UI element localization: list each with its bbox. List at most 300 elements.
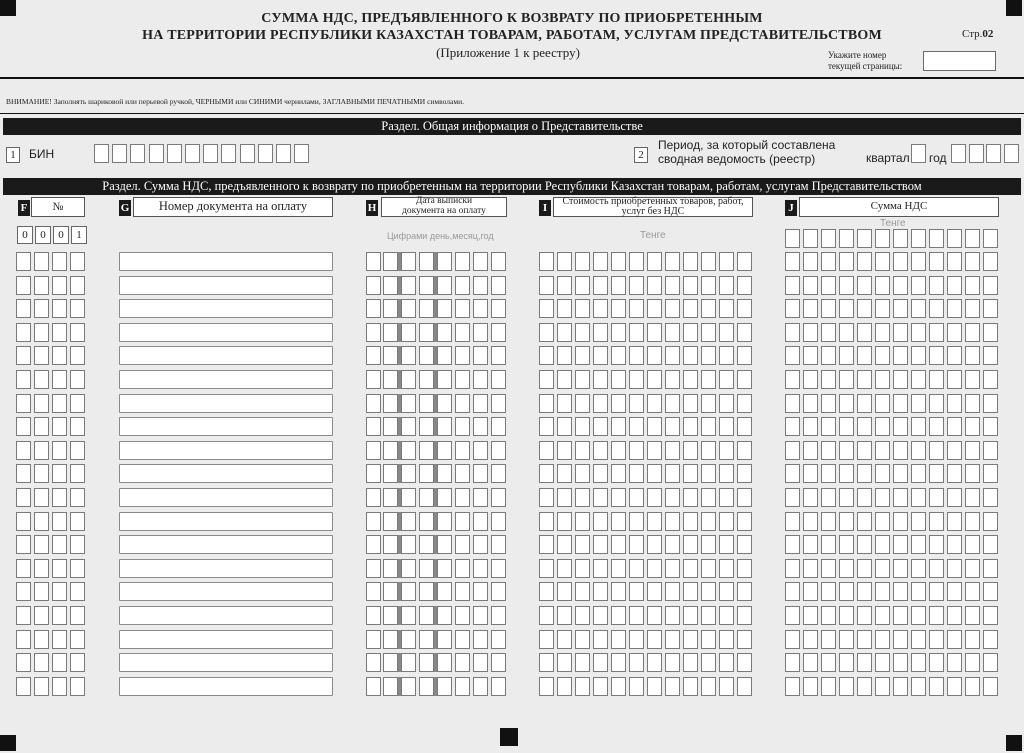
vat-digit-cell[interactable] bbox=[965, 630, 980, 649]
vat-digit-cell[interactable] bbox=[929, 677, 944, 696]
cost-digit-cell[interactable] bbox=[737, 677, 752, 696]
vat-digit-cell[interactable] bbox=[893, 512, 908, 531]
vat-digit-cell[interactable] bbox=[911, 370, 926, 389]
cost-digit-cell[interactable] bbox=[557, 559, 572, 578]
date-digit-cell[interactable] bbox=[473, 370, 488, 389]
cost-digit-cell[interactable] bbox=[539, 394, 554, 413]
cost-digit-cell[interactable] bbox=[665, 394, 680, 413]
cost-digit-cell[interactable] bbox=[665, 606, 680, 625]
row-number-cell[interactable] bbox=[16, 299, 31, 318]
cost-digit-cell[interactable] bbox=[737, 252, 752, 271]
date-digit-cell[interactable] bbox=[419, 276, 434, 295]
date-digit-cell[interactable] bbox=[366, 677, 381, 696]
cost-digit-cell[interactable] bbox=[629, 535, 644, 554]
vat-digit-cell[interactable] bbox=[929, 252, 944, 271]
cost-digit-cell[interactable] bbox=[629, 677, 644, 696]
cost-digit-cell[interactable] bbox=[539, 441, 554, 460]
vat-digit-cell[interactable] bbox=[821, 346, 836, 365]
cost-digit-cell[interactable] bbox=[701, 535, 716, 554]
vat-digit-cell[interactable] bbox=[983, 582, 998, 601]
date-digit-cell[interactable] bbox=[383, 653, 398, 672]
vat-digit-cell[interactable] bbox=[947, 394, 962, 413]
vat-digit-cell[interactable] bbox=[857, 394, 872, 413]
row-number-cell[interactable] bbox=[70, 370, 85, 389]
cost-digit-cell[interactable] bbox=[611, 653, 626, 672]
date-digit-cell[interactable] bbox=[383, 276, 398, 295]
cost-digit-cell[interactable] bbox=[629, 630, 644, 649]
cost-digit-cell[interactable] bbox=[539, 488, 554, 507]
vat-digit-cell[interactable] bbox=[929, 488, 944, 507]
cost-digit-cell[interactable] bbox=[665, 441, 680, 460]
year-digit-cell[interactable] bbox=[969, 144, 984, 163]
date-digit-cell[interactable] bbox=[437, 252, 452, 271]
cost-digit-cell[interactable] bbox=[557, 394, 572, 413]
date-digit-cell[interactable] bbox=[455, 323, 470, 342]
vat-digit-cell[interactable] bbox=[875, 677, 890, 696]
vat-digit-cell[interactable] bbox=[839, 252, 854, 271]
cost-digit-cell[interactable] bbox=[647, 677, 662, 696]
vat-digit-cell[interactable] bbox=[965, 299, 980, 318]
document-number-field[interactable] bbox=[119, 606, 333, 625]
cost-digit-cell[interactable] bbox=[629, 370, 644, 389]
vat-digit-cell[interactable] bbox=[893, 346, 908, 365]
document-number-field[interactable] bbox=[119, 370, 333, 389]
document-number-field[interactable] bbox=[119, 464, 333, 483]
row-number-cell[interactable] bbox=[34, 535, 49, 554]
cost-digit-cell[interactable] bbox=[593, 606, 608, 625]
date-digit-cell[interactable] bbox=[437, 559, 452, 578]
cost-digit-cell[interactable] bbox=[593, 653, 608, 672]
vat-digit-cell[interactable] bbox=[929, 276, 944, 295]
cost-digit-cell[interactable] bbox=[665, 677, 680, 696]
vat-digit-cell[interactable] bbox=[965, 606, 980, 625]
cost-digit-cell[interactable] bbox=[719, 323, 734, 342]
vat-digit-cell[interactable] bbox=[803, 276, 818, 295]
vat-digit-cell[interactable] bbox=[785, 535, 800, 554]
vat-digit-cell[interactable] bbox=[911, 464, 926, 483]
date-digit-cell[interactable] bbox=[437, 323, 452, 342]
row-number-cell[interactable] bbox=[70, 417, 85, 436]
vat-digit-cell[interactable] bbox=[857, 346, 872, 365]
row-number-cell[interactable] bbox=[34, 394, 49, 413]
cost-digit-cell[interactable] bbox=[539, 630, 554, 649]
cost-digit-cell[interactable] bbox=[575, 299, 590, 318]
year-digit-cell[interactable] bbox=[951, 144, 966, 163]
date-digit-cell[interactable] bbox=[491, 512, 506, 531]
vat-digit-cell[interactable] bbox=[857, 653, 872, 672]
cost-digit-cell[interactable] bbox=[575, 323, 590, 342]
date-digit-cell[interactable] bbox=[455, 299, 470, 318]
date-digit-cell[interactable] bbox=[437, 276, 452, 295]
vat-digit-cell[interactable] bbox=[857, 464, 872, 483]
cost-digit-cell[interactable] bbox=[683, 323, 698, 342]
row-number-cell[interactable] bbox=[52, 394, 67, 413]
vat-digit-cell[interactable] bbox=[929, 299, 944, 318]
cost-digit-cell[interactable] bbox=[719, 417, 734, 436]
cost-digit-cell[interactable] bbox=[719, 276, 734, 295]
vat-digit-cell[interactable] bbox=[821, 630, 836, 649]
cost-digit-cell[interactable] bbox=[665, 370, 680, 389]
date-digit-cell[interactable] bbox=[419, 535, 434, 554]
cost-digit-cell[interactable] bbox=[539, 346, 554, 365]
cost-digit-cell[interactable] bbox=[701, 559, 716, 578]
vat-digit-cell[interactable] bbox=[929, 653, 944, 672]
vat-digit-cell[interactable] bbox=[875, 512, 890, 531]
date-digit-cell[interactable] bbox=[473, 630, 488, 649]
vat-digit-cell[interactable] bbox=[983, 677, 998, 696]
vat-digit-cell[interactable] bbox=[785, 229, 800, 248]
cost-digit-cell[interactable] bbox=[539, 252, 554, 271]
cost-digit-cell[interactable] bbox=[683, 441, 698, 460]
vat-digit-cell[interactable] bbox=[893, 323, 908, 342]
vat-digit-cell[interactable] bbox=[821, 653, 836, 672]
vat-digit-cell[interactable] bbox=[965, 441, 980, 460]
vat-digit-cell[interactable] bbox=[821, 559, 836, 578]
cost-digit-cell[interactable] bbox=[665, 464, 680, 483]
bin-digit-cell[interactable] bbox=[185, 144, 200, 163]
cost-digit-cell[interactable] bbox=[611, 441, 626, 460]
vat-digit-cell[interactable] bbox=[821, 323, 836, 342]
vat-digit-cell[interactable] bbox=[857, 252, 872, 271]
vat-digit-cell[interactable] bbox=[821, 276, 836, 295]
document-number-field[interactable] bbox=[119, 252, 333, 271]
vat-digit-cell[interactable] bbox=[965, 323, 980, 342]
date-digit-cell[interactable] bbox=[419, 394, 434, 413]
vat-digit-cell[interactable] bbox=[983, 606, 998, 625]
date-digit-cell[interactable] bbox=[491, 606, 506, 625]
row-number-cell[interactable] bbox=[52, 464, 67, 483]
cost-digit-cell[interactable] bbox=[575, 512, 590, 531]
date-digit-cell[interactable] bbox=[491, 559, 506, 578]
cost-digit-cell[interactable] bbox=[593, 677, 608, 696]
cost-digit-cell[interactable] bbox=[575, 677, 590, 696]
vat-digit-cell[interactable] bbox=[983, 653, 998, 672]
vat-digit-cell[interactable] bbox=[893, 559, 908, 578]
date-digit-cell[interactable] bbox=[455, 394, 470, 413]
cost-digit-cell[interactable] bbox=[611, 488, 626, 507]
vat-digit-cell[interactable] bbox=[911, 394, 926, 413]
vat-digit-cell[interactable] bbox=[911, 323, 926, 342]
vat-digit-cell[interactable] bbox=[911, 346, 926, 365]
row-number-cell[interactable] bbox=[52, 276, 67, 295]
bin-digit-cell[interactable] bbox=[221, 144, 236, 163]
cost-digit-cell[interactable] bbox=[701, 417, 716, 436]
current-page-input[interactable] bbox=[923, 51, 996, 71]
vat-digit-cell[interactable] bbox=[893, 653, 908, 672]
date-digit-cell[interactable] bbox=[437, 606, 452, 625]
vat-digit-cell[interactable] bbox=[911, 276, 926, 295]
cost-digit-cell[interactable] bbox=[575, 582, 590, 601]
cost-digit-cell[interactable] bbox=[665, 630, 680, 649]
row-number-cell[interactable] bbox=[16, 394, 31, 413]
vat-digit-cell[interactable] bbox=[839, 582, 854, 601]
cost-digit-cell[interactable] bbox=[611, 559, 626, 578]
vat-digit-cell[interactable] bbox=[839, 417, 854, 436]
cost-digit-cell[interactable] bbox=[557, 582, 572, 601]
date-digit-cell[interactable] bbox=[366, 299, 381, 318]
vat-digit-cell[interactable] bbox=[929, 512, 944, 531]
cost-digit-cell[interactable] bbox=[701, 346, 716, 365]
vat-digit-cell[interactable] bbox=[875, 346, 890, 365]
cost-digit-cell[interactable] bbox=[611, 535, 626, 554]
row-number-cell[interactable] bbox=[34, 276, 49, 295]
vat-digit-cell[interactable] bbox=[857, 582, 872, 601]
date-digit-cell[interactable] bbox=[491, 370, 506, 389]
cost-digit-cell[interactable] bbox=[665, 488, 680, 507]
vat-digit-cell[interactable] bbox=[929, 606, 944, 625]
cost-digit-cell[interactable] bbox=[557, 276, 572, 295]
vat-digit-cell[interactable] bbox=[785, 441, 800, 460]
cost-digit-cell[interactable] bbox=[683, 582, 698, 601]
vat-digit-cell[interactable] bbox=[803, 370, 818, 389]
date-digit-cell[interactable] bbox=[383, 299, 398, 318]
cost-digit-cell[interactable] bbox=[593, 276, 608, 295]
cost-digit-cell[interactable] bbox=[611, 677, 626, 696]
date-digit-cell[interactable] bbox=[455, 488, 470, 507]
cost-digit-cell[interactable] bbox=[539, 606, 554, 625]
vat-digit-cell[interactable] bbox=[911, 653, 926, 672]
vat-digit-cell[interactable] bbox=[857, 559, 872, 578]
date-digit-cell[interactable] bbox=[401, 252, 416, 271]
cost-digit-cell[interactable] bbox=[719, 299, 734, 318]
date-digit-cell[interactable] bbox=[491, 417, 506, 436]
date-digit-cell[interactable] bbox=[383, 323, 398, 342]
bin-digit-cell[interactable] bbox=[258, 144, 273, 163]
cost-digit-cell[interactable] bbox=[719, 441, 734, 460]
vat-digit-cell[interactable] bbox=[839, 394, 854, 413]
vat-digit-cell[interactable] bbox=[785, 512, 800, 531]
cost-digit-cell[interactable] bbox=[611, 346, 626, 365]
row-number-cell[interactable] bbox=[16, 323, 31, 342]
cost-digit-cell[interactable] bbox=[557, 464, 572, 483]
row-number-cell[interactable] bbox=[16, 559, 31, 578]
row-number-cell[interactable] bbox=[34, 630, 49, 649]
cost-digit-cell[interactable] bbox=[665, 653, 680, 672]
cost-digit-cell[interactable] bbox=[737, 417, 752, 436]
row-number-cell[interactable] bbox=[34, 299, 49, 318]
document-number-field[interactable] bbox=[119, 582, 333, 601]
cost-digit-cell[interactable] bbox=[557, 677, 572, 696]
date-digit-cell[interactable] bbox=[473, 346, 488, 365]
date-digit-cell[interactable] bbox=[401, 464, 416, 483]
row-number-cell[interactable] bbox=[70, 252, 85, 271]
vat-digit-cell[interactable] bbox=[875, 464, 890, 483]
row-number-cell[interactable] bbox=[52, 417, 67, 436]
date-digit-cell[interactable] bbox=[455, 582, 470, 601]
vat-digit-cell[interactable] bbox=[839, 630, 854, 649]
date-digit-cell[interactable] bbox=[473, 299, 488, 318]
cost-digit-cell[interactable] bbox=[665, 299, 680, 318]
vat-digit-cell[interactable] bbox=[947, 323, 962, 342]
cost-digit-cell[interactable] bbox=[629, 559, 644, 578]
bin-digit-cell[interactable] bbox=[94, 144, 109, 163]
vat-digit-cell[interactable] bbox=[785, 582, 800, 601]
vat-digit-cell[interactable] bbox=[965, 276, 980, 295]
cost-digit-cell[interactable] bbox=[737, 559, 752, 578]
vat-digit-cell[interactable] bbox=[875, 582, 890, 601]
vat-digit-cell[interactable] bbox=[785, 394, 800, 413]
cost-digit-cell[interactable] bbox=[611, 252, 626, 271]
vat-digit-cell[interactable] bbox=[929, 582, 944, 601]
date-digit-cell[interactable] bbox=[419, 606, 434, 625]
vat-digit-cell[interactable] bbox=[785, 370, 800, 389]
vat-digit-cell[interactable] bbox=[911, 630, 926, 649]
cost-digit-cell[interactable] bbox=[719, 370, 734, 389]
vat-digit-cell[interactable] bbox=[911, 559, 926, 578]
vat-digit-cell[interactable] bbox=[947, 606, 962, 625]
cost-digit-cell[interactable] bbox=[647, 512, 662, 531]
vat-digit-cell[interactable] bbox=[821, 299, 836, 318]
vat-digit-cell[interactable] bbox=[875, 252, 890, 271]
cost-digit-cell[interactable] bbox=[611, 582, 626, 601]
date-digit-cell[interactable] bbox=[473, 653, 488, 672]
vat-digit-cell[interactable] bbox=[893, 535, 908, 554]
vat-digit-cell[interactable] bbox=[947, 653, 962, 672]
cost-digit-cell[interactable] bbox=[575, 394, 590, 413]
date-digit-cell[interactable] bbox=[401, 323, 416, 342]
date-digit-cell[interactable] bbox=[383, 677, 398, 696]
row-number-cell[interactable] bbox=[70, 394, 85, 413]
date-digit-cell[interactable] bbox=[473, 488, 488, 507]
vat-digit-cell[interactable] bbox=[947, 535, 962, 554]
date-digit-cell[interactable] bbox=[419, 323, 434, 342]
row-number-cell[interactable] bbox=[70, 559, 85, 578]
cost-digit-cell[interactable] bbox=[593, 346, 608, 365]
cost-digit-cell[interactable] bbox=[593, 417, 608, 436]
date-digit-cell[interactable] bbox=[455, 559, 470, 578]
vat-digit-cell[interactable] bbox=[911, 606, 926, 625]
vat-digit-cell[interactable] bbox=[803, 441, 818, 460]
vat-digit-cell[interactable] bbox=[893, 606, 908, 625]
vat-digit-cell[interactable] bbox=[875, 488, 890, 507]
cost-digit-cell[interactable] bbox=[575, 441, 590, 460]
cost-digit-cell[interactable] bbox=[557, 512, 572, 531]
cost-digit-cell[interactable] bbox=[539, 535, 554, 554]
vat-digit-cell[interactable] bbox=[929, 630, 944, 649]
vat-digit-cell[interactable] bbox=[947, 370, 962, 389]
vat-digit-cell[interactable] bbox=[857, 630, 872, 649]
vat-digit-cell[interactable] bbox=[821, 370, 836, 389]
cost-digit-cell[interactable] bbox=[683, 346, 698, 365]
row-number-cell[interactable] bbox=[70, 346, 85, 365]
cost-digit-cell[interactable] bbox=[719, 488, 734, 507]
cost-digit-cell[interactable] bbox=[557, 535, 572, 554]
cost-digit-cell[interactable] bbox=[611, 299, 626, 318]
date-digit-cell[interactable] bbox=[437, 582, 452, 601]
cost-digit-cell[interactable] bbox=[701, 630, 716, 649]
vat-digit-cell[interactable] bbox=[965, 394, 980, 413]
date-digit-cell[interactable] bbox=[491, 299, 506, 318]
vat-digit-cell[interactable] bbox=[947, 417, 962, 436]
row-number-cell[interactable] bbox=[70, 323, 85, 342]
cost-digit-cell[interactable] bbox=[629, 394, 644, 413]
vat-digit-cell[interactable] bbox=[929, 559, 944, 578]
cost-digit-cell[interactable] bbox=[737, 464, 752, 483]
vat-digit-cell[interactable] bbox=[947, 441, 962, 460]
cost-digit-cell[interactable] bbox=[629, 606, 644, 625]
vat-digit-cell[interactable] bbox=[929, 417, 944, 436]
date-digit-cell[interactable] bbox=[401, 488, 416, 507]
vat-digit-cell[interactable] bbox=[839, 535, 854, 554]
vat-digit-cell[interactable] bbox=[965, 417, 980, 436]
document-number-field[interactable] bbox=[119, 653, 333, 672]
date-digit-cell[interactable] bbox=[473, 394, 488, 413]
date-digit-cell[interactable] bbox=[401, 370, 416, 389]
bin-digit-cell[interactable] bbox=[130, 144, 145, 163]
vat-digit-cell[interactable] bbox=[929, 370, 944, 389]
cost-digit-cell[interactable] bbox=[593, 488, 608, 507]
date-digit-cell[interactable] bbox=[491, 394, 506, 413]
row-number-cell[interactable] bbox=[70, 488, 85, 507]
vat-digit-cell[interactable] bbox=[875, 559, 890, 578]
cost-digit-cell[interactable] bbox=[683, 677, 698, 696]
vat-digit-cell[interactable] bbox=[965, 535, 980, 554]
vat-digit-cell[interactable] bbox=[821, 417, 836, 436]
vat-digit-cell[interactable] bbox=[893, 677, 908, 696]
row-number-cell[interactable] bbox=[34, 323, 49, 342]
vat-digit-cell[interactable] bbox=[929, 394, 944, 413]
vat-digit-cell[interactable] bbox=[893, 299, 908, 318]
cost-digit-cell[interactable] bbox=[539, 653, 554, 672]
cost-digit-cell[interactable] bbox=[719, 346, 734, 365]
cost-digit-cell[interactable] bbox=[737, 630, 752, 649]
date-digit-cell[interactable] bbox=[473, 582, 488, 601]
vat-digit-cell[interactable] bbox=[911, 488, 926, 507]
cost-digit-cell[interactable] bbox=[737, 276, 752, 295]
date-digit-cell[interactable] bbox=[366, 252, 381, 271]
date-digit-cell[interactable] bbox=[437, 653, 452, 672]
row-number-cell[interactable] bbox=[16, 370, 31, 389]
vat-digit-cell[interactable] bbox=[947, 464, 962, 483]
row-number-cell[interactable] bbox=[52, 252, 67, 271]
row-number-cell[interactable] bbox=[16, 417, 31, 436]
cost-digit-cell[interactable] bbox=[683, 653, 698, 672]
vat-digit-cell[interactable] bbox=[983, 276, 998, 295]
cost-digit-cell[interactable] bbox=[611, 417, 626, 436]
row-number-cell[interactable] bbox=[16, 535, 31, 554]
date-digit-cell[interactable] bbox=[419, 677, 434, 696]
vat-digit-cell[interactable] bbox=[821, 464, 836, 483]
cost-digit-cell[interactable] bbox=[575, 370, 590, 389]
cost-digit-cell[interactable] bbox=[647, 417, 662, 436]
date-digit-cell[interactable] bbox=[437, 370, 452, 389]
cost-digit-cell[interactable] bbox=[629, 417, 644, 436]
vat-digit-cell[interactable] bbox=[785, 559, 800, 578]
vat-digit-cell[interactable] bbox=[875, 606, 890, 625]
vat-digit-cell[interactable] bbox=[983, 229, 998, 248]
cost-digit-cell[interactable] bbox=[701, 394, 716, 413]
row-number-cell[interactable] bbox=[34, 441, 49, 460]
date-digit-cell[interactable] bbox=[383, 464, 398, 483]
cost-digit-cell[interactable] bbox=[665, 276, 680, 295]
date-digit-cell[interactable] bbox=[366, 488, 381, 507]
vat-digit-cell[interactable] bbox=[875, 299, 890, 318]
vat-digit-cell[interactable] bbox=[893, 394, 908, 413]
row-number-cell[interactable] bbox=[34, 370, 49, 389]
vat-digit-cell[interactable] bbox=[821, 229, 836, 248]
cost-digit-cell[interactable] bbox=[611, 370, 626, 389]
cost-digit-cell[interactable] bbox=[737, 606, 752, 625]
cost-digit-cell[interactable] bbox=[737, 441, 752, 460]
vat-digit-cell[interactable] bbox=[965, 677, 980, 696]
cost-digit-cell[interactable] bbox=[539, 299, 554, 318]
date-digit-cell[interactable] bbox=[491, 535, 506, 554]
cost-digit-cell[interactable] bbox=[575, 464, 590, 483]
cost-digit-cell[interactable] bbox=[647, 582, 662, 601]
cost-digit-cell[interactable] bbox=[683, 535, 698, 554]
date-digit-cell[interactable] bbox=[383, 559, 398, 578]
cost-digit-cell[interactable] bbox=[557, 252, 572, 271]
